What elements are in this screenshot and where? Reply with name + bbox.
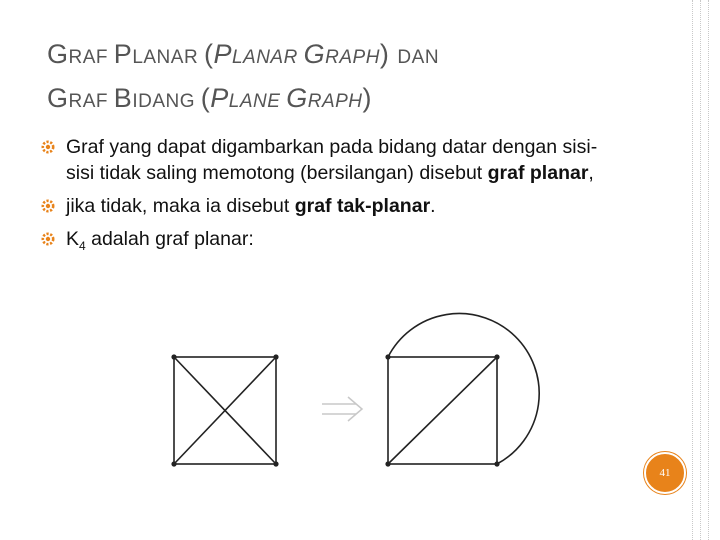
title-fragment: RAPH xyxy=(325,47,380,68)
title-fragment: RAF xyxy=(68,47,114,68)
title-fragment: RAPH xyxy=(307,91,363,112)
title-fragment: LANAR xyxy=(231,47,304,68)
bullet-text: Graf yang dapat digambarkan pada bidang datar dengan sisi-sisi tidak saling memotong (bersilangan) disebut xyxy=(66,136,598,184)
title-fragment: G xyxy=(303,39,326,69)
bullet-after: , xyxy=(588,162,594,184)
title-fragment: P xyxy=(213,39,232,69)
title-fragment: ) xyxy=(362,83,373,113)
graph-vertex xyxy=(171,461,176,466)
title-fragment: P xyxy=(210,83,229,113)
title-fragment: G xyxy=(286,83,308,113)
title-fragment: P xyxy=(113,39,133,69)
k4-crossing-graph xyxy=(174,357,276,464)
graph-vertex xyxy=(494,461,499,466)
title-fragment: G xyxy=(47,39,69,69)
title-fragment: ( xyxy=(203,39,214,69)
bullet-subscript: 4 xyxy=(79,238,86,253)
title-fragment: G xyxy=(47,83,69,113)
page-number-badge xyxy=(644,452,686,494)
bullet-bold: graf tak-planar xyxy=(294,195,431,217)
title-fragment: IDANG xyxy=(132,91,201,112)
title-fragment: DAN xyxy=(397,47,440,68)
title-fragment: LANAR xyxy=(132,47,204,68)
diagonal-edge xyxy=(388,357,497,464)
bullet-text: jika tidak, maka ia disebut xyxy=(66,195,295,217)
title-fragment: B xyxy=(113,83,133,113)
double-arrow-icon xyxy=(322,397,362,421)
title-fragment: ( xyxy=(200,83,211,113)
graph-vertex xyxy=(385,461,390,466)
graph-vertex xyxy=(494,354,499,359)
title-fragment: LANE xyxy=(228,91,287,112)
graph-vertex xyxy=(171,354,176,359)
bullet-bold: graf planar xyxy=(487,162,589,184)
graph-vertex xyxy=(273,461,278,466)
bullet-after: . xyxy=(430,195,436,217)
bullet-after: adalah graf planar: xyxy=(85,228,254,250)
title-fragment: ) xyxy=(379,39,398,69)
graph-vertex xyxy=(273,354,278,359)
title-fragment: RAF xyxy=(68,91,114,112)
k4-planar-graph xyxy=(388,313,539,464)
graph-vertex xyxy=(385,354,390,359)
page-number: 41 xyxy=(659,467,671,479)
bullet-text: K xyxy=(66,228,80,250)
